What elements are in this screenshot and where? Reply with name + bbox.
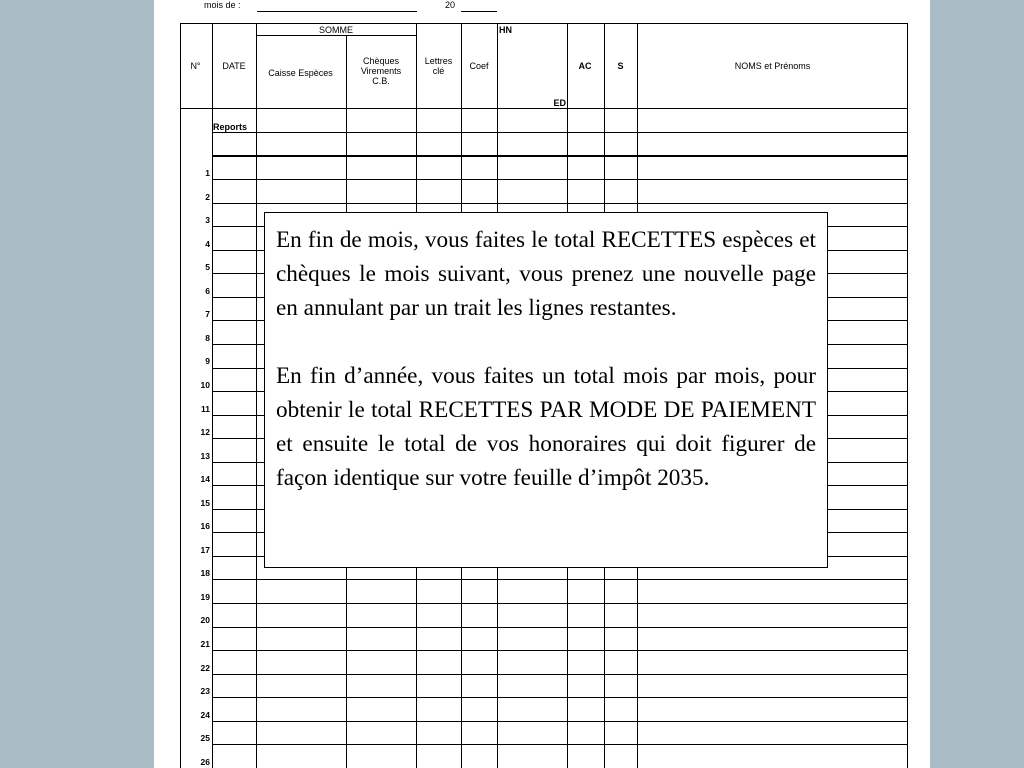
grid-row-line [212,156,907,157]
grid-somme-divider [256,35,416,36]
grid-row-line [212,744,907,745]
row-number: 22 [200,663,210,673]
header-caisse-especes: Caisse Espèces [268,68,333,78]
header-date: DATE [222,61,246,71]
grid-col-line [212,23,213,768]
header-somme: SOMME [318,25,353,35]
row-number: 8 [205,333,210,343]
grid-row-line [212,697,907,698]
row-number: 7 [205,309,210,319]
row-number: 15 [200,498,210,508]
grid-row-line [212,627,907,628]
row-number: 24 [200,710,210,720]
info-paragraph-year: En fin d’année, vous faites un total mois par mois, pour obtenir le total RECETTES PAR MODE DE PAIEMENT et ensuite le total de vos honoraires qui doit figurer de façon identique sur votre feuille d’impôt 2035. [276,363,816,491]
header-noms: NOMS et Prénoms [734,61,811,71]
year-blank[interactable] [461,11,497,12]
row-number: 6 [205,286,210,296]
header-lettres-cle: Lettres clé [424,56,453,76]
header-hn: HN [499,25,512,35]
row-number: 9 [205,356,210,366]
info-paragraph-month: En fin de mois, vous faites le total RECETTES espèces et chèques le mois suivant, vous prenez une nouvelle page en annulant par un trait les lignes restantes. [276,227,816,321]
reports-label: Reports [213,122,248,132]
grid-col-line [256,23,257,768]
row-number: 5 [205,262,210,272]
row-number: 2 [205,192,210,202]
header-ac: AC [578,61,592,71]
row-number: 13 [200,451,210,461]
header-s: S [617,61,624,71]
row-number: 21 [200,639,210,649]
grid-row-line [212,650,907,651]
row-number: 3 [205,215,210,225]
row-number: 4 [205,239,210,249]
grid-row-line [212,155,907,156]
grid-row-line [212,603,907,604]
header-num: N° [190,61,201,71]
grid-reports-bottom [212,132,907,133]
grid-header-bottom [180,108,907,109]
grid-row-line [212,203,907,204]
row-number: 23 [200,686,210,696]
row-number: 19 [200,592,210,602]
grid-top-border [180,23,907,24]
grid-row-line [212,721,907,722]
header-ed: ED [553,98,566,108]
row-number: 10 [200,380,210,390]
grid-row-line [212,579,907,580]
row-number: 20 [200,615,210,625]
row-number: 18 [200,568,210,578]
header-coef: Coef [469,61,489,71]
grid-row-line [212,179,907,180]
mois-label: mois de : [204,0,241,10]
row-number: 12 [200,427,210,437]
mois-blank[interactable] [257,11,417,12]
row-number: 1 [205,168,210,178]
year-label: 20 [445,0,456,10]
info-overlay-box [264,212,828,568]
grid-col-line [907,23,908,768]
grid-col-line [180,23,181,768]
row-number: 25 [200,733,210,743]
header-cheques: Chèques Virements C.B. [360,56,402,86]
row-number: 14 [200,474,210,484]
row-number: 17 [200,545,210,555]
row-number: 11 [201,404,210,414]
grid-row-line [212,674,907,675]
row-number: 26 [200,757,210,767]
row-number: 16 [200,521,210,531]
